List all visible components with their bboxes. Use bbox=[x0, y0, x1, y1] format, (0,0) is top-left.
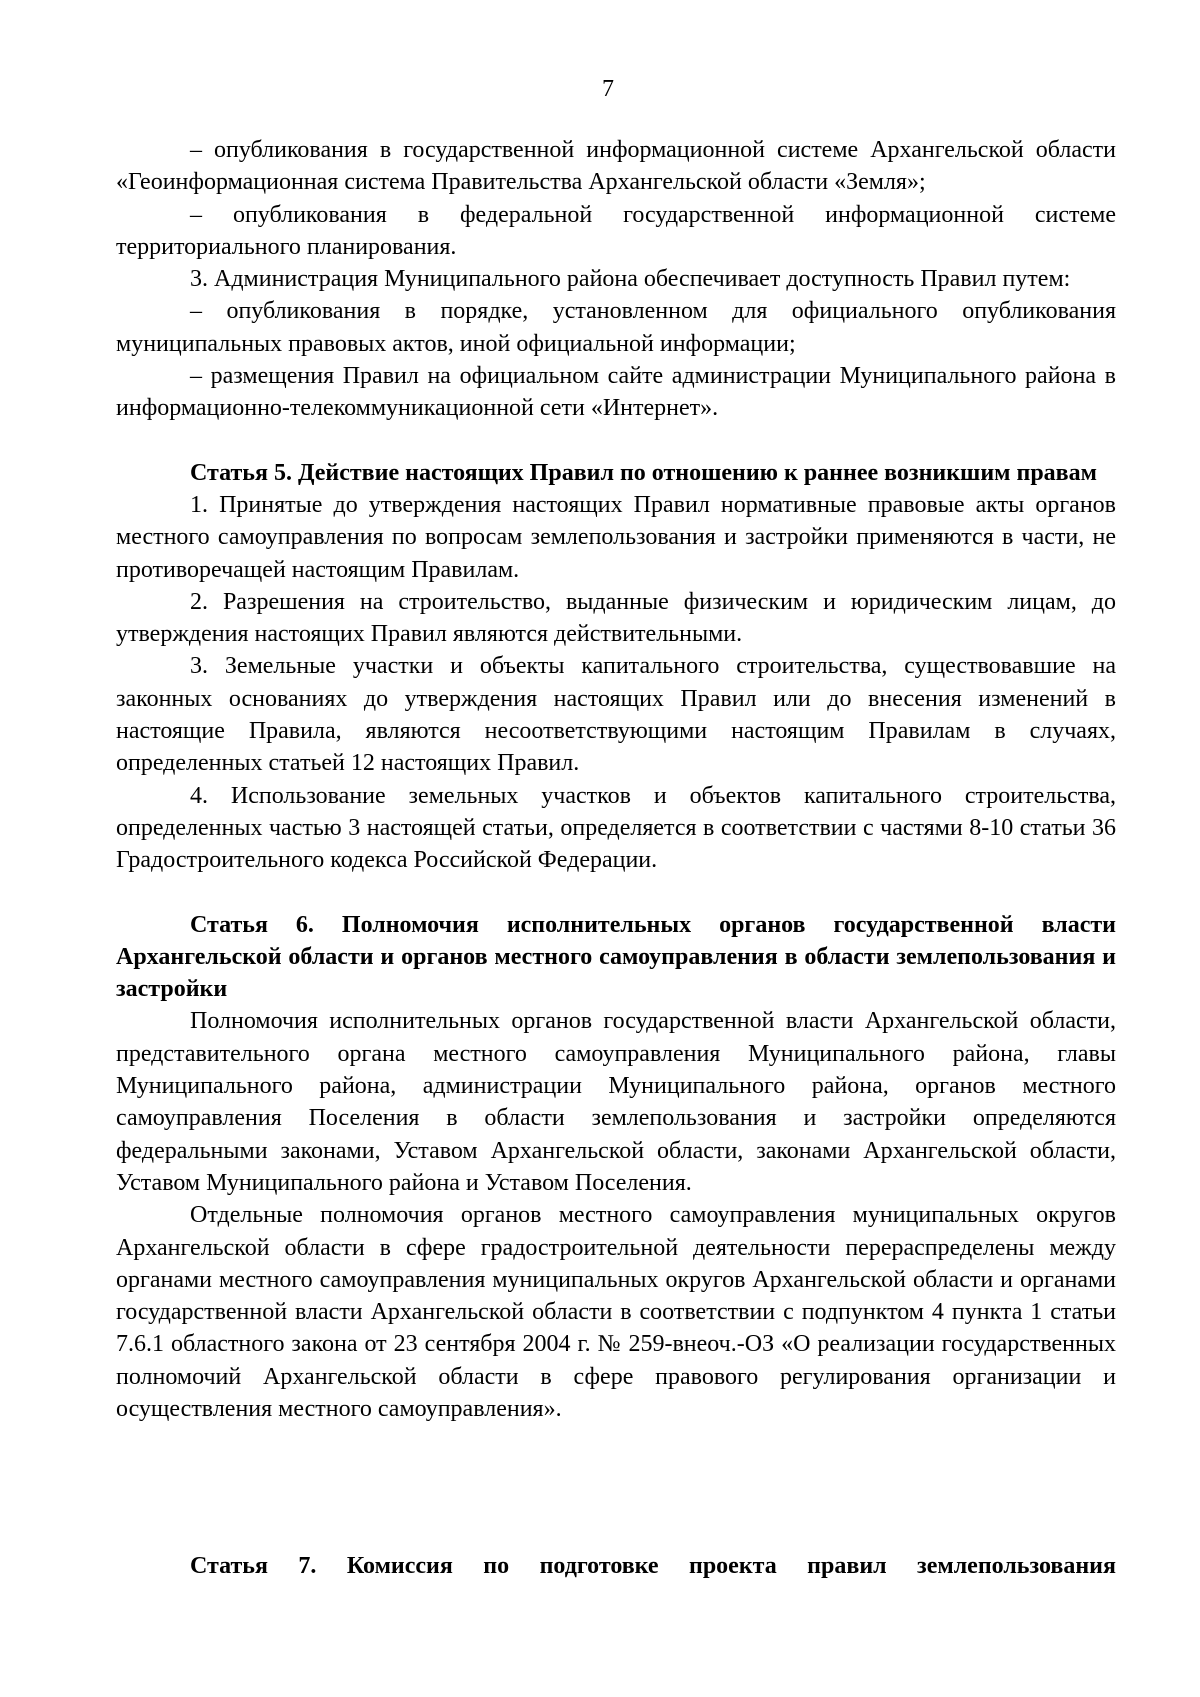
page-number: 7 bbox=[602, 76, 614, 102]
paragraph: – опубликования в порядке, установленном для официального опубликования муниципальных правовых актов, иной официальной информации; bbox=[116, 298, 1116, 357]
paragraph: 4. Использование земельных участков и объектов капитального строительства, определенных частью 3 настоящей статьи, определяется в соответствии с частями 8-10 статьи 36 Градостроительного кодекса Российской Федерации. bbox=[116, 782, 1116, 874]
article-7-heading: Статья 7. Комиссия по подготовке проекта правил землепользования bbox=[190, 1553, 1116, 1579]
paragraph: 1. Принятые до утверждения настоящих Правил нормативные правовые акты органов местного самоуправления по вопросам землепользования и застройки применяются в части, не противоречащей настоящим Правилам. bbox=[116, 491, 1116, 583]
paragraph: 3. Администрация Муниципального района обеспечивает доступность Правил путем: bbox=[190, 266, 1071, 293]
section-spacer bbox=[116, 425, 1116, 457]
paragraph: – размещения Правил на официальном сайте администрации Муниципального района в информационно-телекоммуникационной сети «Интернет». bbox=[116, 363, 1116, 422]
paragraph: 3. Земельные участки и объекты капитального строительства, существовавшие на законных основаниях до утверждения настоящих Правил или до внесения изменений в настоящие Правила, являются несоответствующими настоящим Правилам в случаях, определенных статьей 12 настоящих Правил. bbox=[116, 653, 1116, 777]
section-spacer bbox=[116, 877, 1116, 909]
paragraph: – опубликования в федеральной государственной информационной системе территориального планирования. bbox=[116, 201, 1116, 260]
paragraph: Отдельные полномочия органов местного самоуправления муниципальных округов Архангельской области в сфере градостроительной деятельности перераспределены между органами местного самоуправления муниципальных округов Архангельской области и органами государственной власти Архангельской области в соответствии с подпунктом 4 пункта 1 статьи 7.6.1 областного закона от 23 сентября 2004 г. № 259-внеоч.-ОЗ «О реализации государственных полномочий Архангельской области в сфере правового регулирования организации и осуществления местного самоуправления». bbox=[116, 1202, 1116, 1422]
document-body bbox=[116, 134, 1116, 1425]
paragraph: – опубликования в государственной информационной системе Архангельской области «Геоинформационная система Правительства Архангельской области «Земля»; bbox=[116, 137, 1116, 196]
paragraph: Полномочия исполнительных органов государственной власти Архангельской области, представительного органа местного самоуправления Муниципального района, главы Муниципального района, администрации Муниципального района, органов местного самоуправления Поселения в области землепользования и застройки определяются федеральными законами, Уставом Архангельской области, законами Архангельской области, Уставом Муниципального района и Уставом Поселения. bbox=[116, 1008, 1116, 1196]
paragraph: 2. Разрешения на строительство, выданные физическим и юридическим лицам, до утверждения настоящих Правил являются действительными. bbox=[116, 588, 1116, 648]
article-6-heading: Статья 6. Полномочия исполнительных органов государственной власти Архангельской области и органов местного самоуправления в области землепользования и застройки bbox=[116, 911, 1116, 1003]
article-5-heading: Статья 5. Действие настоящих Правил по отношению к раннее возникшим правам bbox=[190, 459, 1097, 486]
